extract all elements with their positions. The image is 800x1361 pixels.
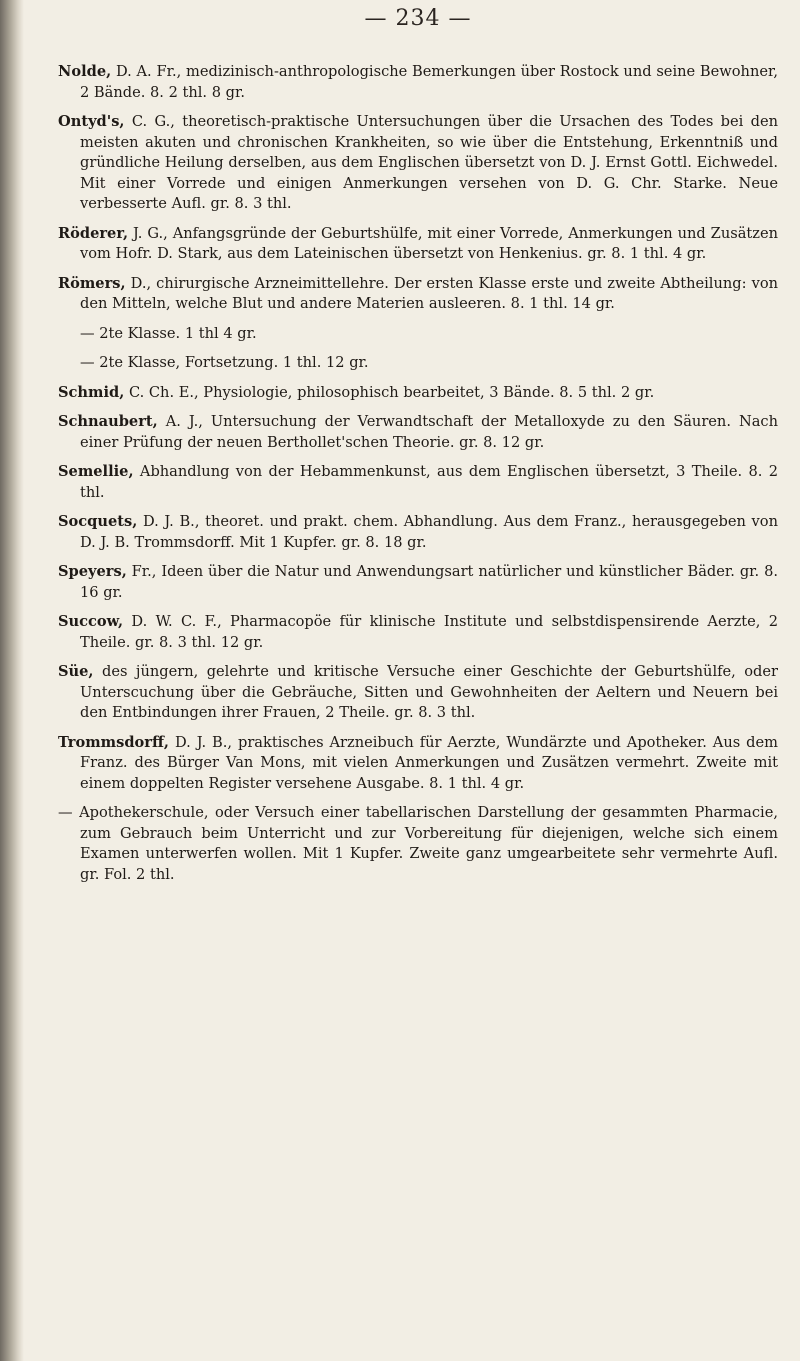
- catalog-entry: [58, 733, 778, 795]
- entry-author: Römers,: [58, 274, 126, 292]
- page-number: — 234 —: [364, 6, 472, 31]
- entry-text: D. J. B., theoret. und prakt. chem. Abhandlung. Aus dem Franz., herausgegeben von D. J. B. Trommsdorff. Mit 1 Kupfer. gr. 8. 18 gr.: [80, 513, 778, 551]
- catalog-entry: [58, 412, 778, 453]
- book-page: [58, 6, 778, 1342]
- catalog-entries: [58, 62, 778, 885]
- catalog-entry: [58, 612, 778, 653]
- entry-author: Schnaubert,: [58, 413, 158, 430]
- catalog-entry: [80, 324, 778, 345]
- entry-author: Ontyd's,: [58, 113, 125, 130]
- entry-text: — Apothekerschule, oder Versuch einer tabellarischen Darstellung der gesammten Pharmacie, zum Gebrauch beim Unterricht und zur Vorbereitung für diejenigen, welche sich einem Examen unterwerfen wollen. Mit 1 Kupfer. Zweite ganz umgearbeitete sehr vermehrte Aufl. gr. Fol. 2 thl.: [58, 804, 778, 883]
- entry-text: Abhandlung von der Hebammenkunst, aus dem Englischen übersetzt, 3 Theile. 8. 2 thl.: [80, 463, 778, 501]
- entry-text: J. G., Anfangsgründe der Geburtshülfe, mit einer Vorrede, Anmerkungen und Zusätzen vom Hofr. D. Stark, aus dem Lateinischen übersetzt von Henkenius. gr. 8. 1 thl. 4 gr.: [80, 224, 778, 262]
- entry-author: Nolde,: [58, 63, 112, 80]
- catalog-entry: [58, 462, 778, 503]
- entry-text: des jüngern, gelehrte und kritische Versuche einer Geschichte der Geburtshülfe, oder Unterscuchung über die Gebräuche, Sitten und Gewohnheiten der Aeltern und Neuern bei den Entbindungen ihrer Frauen, 2 Theile. gr. 8. 3 thl.: [80, 663, 778, 721]
- entry-text: D. J. B., praktisches Arzneibuch für Aerzte, Wundärzte und Apotheker. Aus dem Franz. des Bürger Van Mons, mit vielen Anmerkungen und Zusätzen vermehrt. Zweite mit einem doppelten Register versehene Ausgabe. 8. 1 thl. 4 gr.: [80, 733, 778, 792]
- book-binding-edge: [0, 0, 24, 1361]
- entry-author: Süe,: [58, 663, 94, 680]
- entry-text: C. G., theoretisch-praktische Untersuchungen über die Ursachen des Todes bei den meisten akuten und chronischen Krankheiten, so wie über die Entstehung, Erkenntniß und gründliche Heilung derselben, aus dem Englischen übersetzt von D. J. Ernst Gottl. Eichwedel. Mit einer Vorrede und einigen Anmerkungen versehen von D. G. Chr. Starke. Neue verbesserte Aufl. gr. 8. 3 thl.: [80, 113, 778, 212]
- entry-author: Succow,: [58, 613, 124, 630]
- entry-author: Socquets,: [58, 513, 138, 530]
- entry-text: A. J., Untersuchung der Verwandtschaft der Metalloxyde zu den Säuren. Nach einer Prüfung der neuen Berthollet'schen Theorie. gr. 8. 12 gr.: [80, 413, 778, 451]
- entry-text: D. A. Fr., medizinisch-anthropologische Bemerkungen über Rostock und seine Bewohner, 2 Bände. 8. 2 thl. 8 gr.: [80, 63, 778, 101]
- entry-author: Semellie,: [58, 463, 134, 480]
- catalog-entry: [58, 224, 778, 265]
- catalog-entry: [80, 353, 778, 374]
- entry-text: — 2te Klasse. 1 thl 4 gr.: [80, 324, 257, 342]
- catalog-entry: [58, 512, 778, 553]
- catalog-entry: [58, 383, 778, 404]
- entry-text: D., chirurgische Arzneimittellehre. Der ersten Klasse erste und zweite Abtheilung: von den Mitteln, welche Blut und andere Materien ausleeren. 8. 1 thl. 14 gr.: [80, 274, 778, 312]
- entry-text: — 2te Klasse, Fortsetzung. 1 thl. 12 gr.: [80, 354, 369, 371]
- entry-text: C. Ch. E., Physiologie, philosophisch bearbeitet, 3 Bände. 8. 5 thl. 2 gr.: [124, 383, 655, 401]
- catalog-entry: [58, 803, 778, 885]
- entry-author: Speyers,: [58, 563, 127, 580]
- catalog-entry: [58, 662, 778, 724]
- entry-author: Röderer,: [58, 224, 129, 242]
- entry-author: Schmid,: [58, 383, 125, 401]
- entry-text: D. W. C. F., Pharmacopöe für klinische Institute und selbstdispensirende Aerzte, 2 Theile. gr. 8. 3 thl. 12 gr.: [80, 613, 778, 651]
- catalog-entry: [58, 562, 778, 603]
- entry-text: Fr., Ideen über die Natur und Anwendungsart natürlicher und künstlicher Bäder. gr. 8. 16 gr.: [80, 563, 778, 601]
- catalog-entry: [58, 274, 778, 315]
- catalog-entry: [58, 112, 778, 215]
- entry-author: Trommsdorff,: [58, 733, 170, 751]
- catalog-entry: [58, 62, 778, 103]
